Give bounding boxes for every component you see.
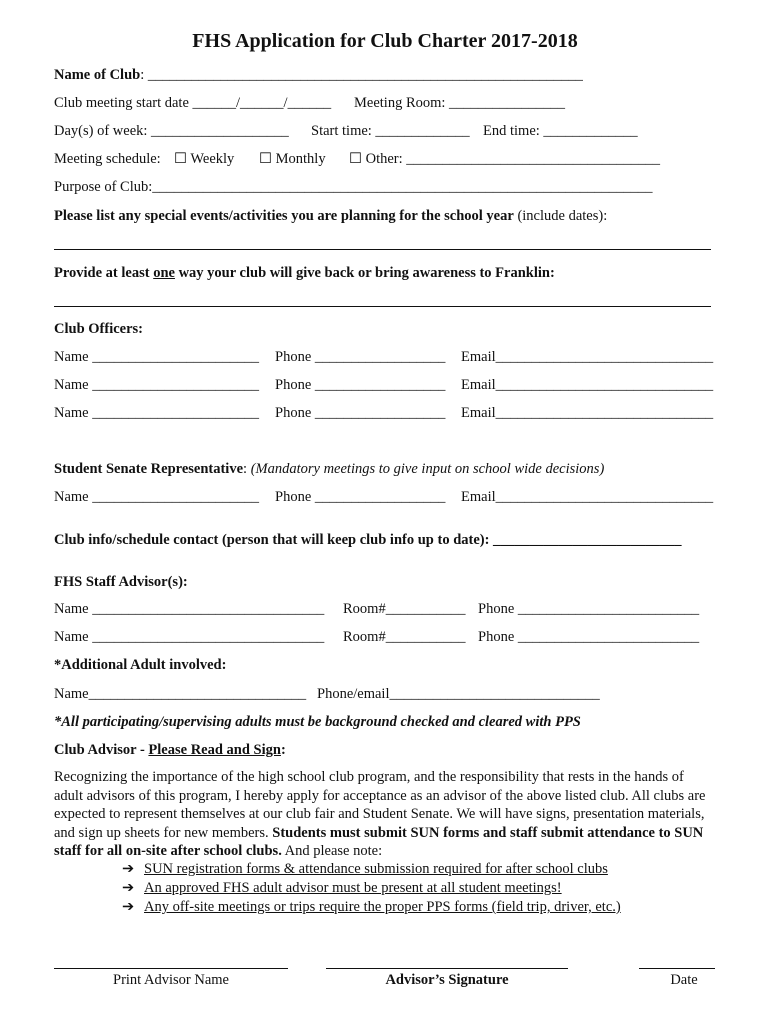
senate-note: (Mandatory meetings to give input on school wide decisions) (250, 461, 605, 477)
arrow-right-icon: ➔ (122, 861, 135, 877)
officer-2-email[interactable]: Email______________________________ (461, 377, 714, 393)
additional-adult-heading: *Additional Adult involved: (54, 657, 227, 673)
bullet-2-text: An approved FHS adult advisor must be present at all student meetings! (144, 880, 562, 896)
officer-3-email[interactable]: Email______________________________ (461, 405, 714, 421)
arrow-right-icon: ➔ (122, 899, 135, 915)
senate-label: Student Senate Representative (54, 461, 244, 477)
senate-email[interactable]: Email______________________________ (461, 489, 714, 505)
bullet-1 (122, 860, 608, 878)
officer-2-name[interactable]: Name _______________________ (54, 377, 259, 393)
events-answer-line[interactable] (54, 249, 711, 250)
staff-2-name[interactable]: Name ________________________________ (54, 629, 325, 645)
senate-name[interactable]: Name _______________________ (54, 489, 259, 505)
staff-1-phone[interactable]: Phone _________________________ (478, 601, 700, 617)
senate-heading (54, 460, 604, 478)
agreement-text-1: Recognizing the importance of the high school club program, and the responsibility that rests in the hands of adult advisors of this program, I hereby apply for acceptance as an advisor of the above listed club. All clubs are expected to represent themselves at our club fair and Student Senate. We will have signs, presentation materials, and sign up sheets for new members. (54, 769, 706, 841)
events-label-bold: Please list any special events/activities you are planning for the school year (54, 208, 514, 224)
start-date-field[interactable]: Club meeting start date ______/______/______ (54, 95, 332, 111)
form-title: FHS Application for Club Charter 2017-2018 (192, 30, 578, 52)
weekly-checkbox[interactable]: ☐ Weekly (174, 151, 235, 167)
officer-1-email[interactable]: Email______________________________ (461, 349, 714, 365)
officer-3-name[interactable]: Name _______________________ (54, 405, 259, 421)
arrow-right-icon: ➔ (122, 880, 135, 896)
date-label: Date (670, 972, 698, 988)
days-of-week-field[interactable]: Day(s) of week: ___________________ (54, 123, 289, 139)
staff-1-name[interactable]: Name ________________________________ (54, 601, 325, 617)
additional-adult-name[interactable]: Name______________________________ (54, 686, 307, 702)
bullet-2 (122, 879, 562, 897)
giveback-prompt (54, 264, 555, 282)
club-name-blank[interactable]: ____________________________________________________________ (144, 67, 583, 83)
giveback-emphasis: one (153, 265, 175, 281)
events-label-rest: (include dates): (513, 208, 608, 224)
signature-line[interactable] (326, 968, 568, 969)
giveback-answer-line[interactable] (54, 306, 711, 307)
club-name-label: Name of Club (54, 67, 141, 83)
end-time-field[interactable]: End time: _____________ (483, 123, 638, 139)
date-line[interactable] (639, 968, 715, 969)
start-date-row[interactable] (54, 94, 331, 112)
officer-1-name[interactable]: Name _______________________ (54, 349, 259, 365)
advisor-label-underlined: Please Read and Sign (148, 742, 281, 758)
background-check-note: *All participating/supervising adults must be background checked and cleared with PPS (54, 714, 581, 730)
print-name-label: Print Advisor Name (113, 972, 229, 988)
bullet-3 (122, 898, 621, 916)
giveback-post: way your club will give back or bring awareness to Franklin: (174, 265, 555, 281)
senate-phone[interactable]: Phone __________________ (275, 489, 446, 505)
staff-2-phone[interactable]: Phone _________________________ (478, 629, 700, 645)
bullet-1-text: SUN registration forms & attendance submission required for after school clubs (144, 861, 608, 877)
giveback-pre: Provide at least (54, 265, 154, 281)
staff-2-room[interactable]: Room#___________ (343, 629, 466, 645)
signature-label: Advisor’s Signature (385, 972, 509, 988)
advisor-agreement-paragraph (54, 768, 714, 861)
advisor-label-end: : (280, 742, 286, 758)
events-prompt (54, 207, 607, 225)
advisor-label: Club Advisor - (54, 742, 149, 758)
club-advisor-heading (54, 741, 286, 759)
staff-advisor-heading: FHS Staff Advisor(s): (54, 574, 188, 590)
monthly-checkbox[interactable]: ☐ Monthly (259, 151, 326, 167)
additional-adult-phone[interactable]: Phone/email_____________________________ (317, 686, 600, 702)
staff-1-room[interactable]: Room#___________ (343, 601, 466, 617)
schedule-contact-field[interactable]: Club info/schedule contact (person that will keep club info up to date): __________________________ (54, 532, 682, 548)
start-time-field[interactable]: Start time: _____________ (311, 123, 470, 139)
club-name-row[interactable] (54, 66, 583, 84)
meeting-schedule-label: Meeting schedule: (54, 151, 161, 167)
officer-2-phone[interactable]: Phone __________________ (275, 377, 446, 393)
purpose-field[interactable]: Purpose of Club:_____________________________________________________________________ (54, 179, 653, 195)
officers-heading: Club Officers: (54, 321, 143, 337)
meeting-room-field[interactable]: Meeting Room: ________________ (354, 95, 566, 111)
bullet-3-text: Any off-site meetings or trips require the proper PPS forms (field trip, driver, etc.) (144, 899, 621, 915)
agreement-text-bold: Students must submit SUN forms and staff submit attendance to SUN staff for all on-site after school clubs. (54, 824, 704, 860)
senate-sep: : (243, 461, 251, 477)
agreement-text-2: And please note: (281, 843, 383, 860)
officer-1-phone[interactable]: Phone __________________ (275, 349, 446, 365)
officer-3-phone[interactable]: Phone __________________ (275, 405, 446, 421)
print-name-line[interactable] (54, 968, 288, 969)
other-checkbox[interactable]: ☐ Other: ___________________________________ (349, 151, 661, 167)
club-name-sep: : (140, 67, 145, 83)
